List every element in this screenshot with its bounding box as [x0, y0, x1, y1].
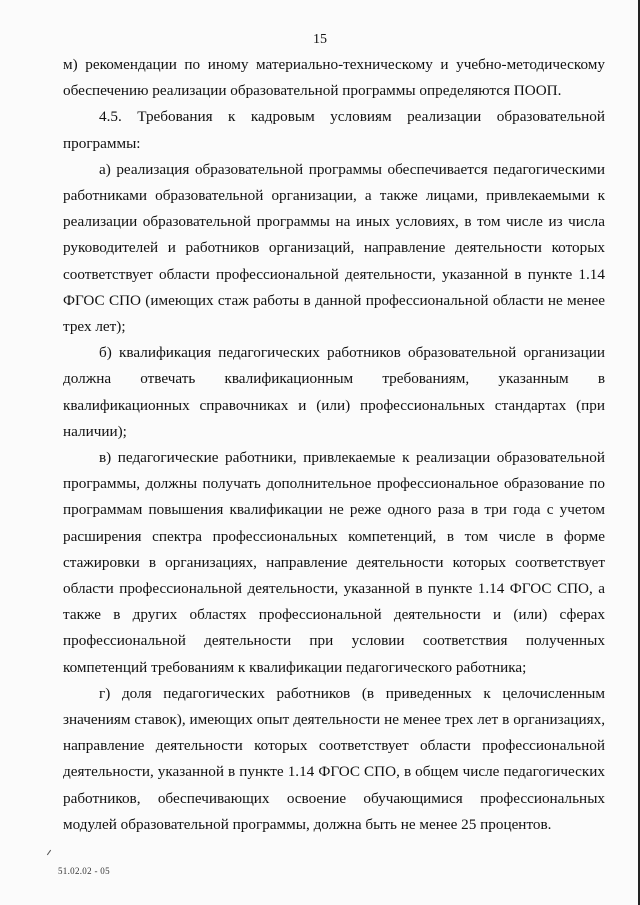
footer-document-code: 51.02.02 - 05 — [58, 866, 110, 876]
paragraph-v: в) педагогические работники, привлекаемые к реализации образовательной программы, должны получать дополнительное профессиональное образование по программам повышения квалификации не реже одного раза в три года с учетом расширения спектра профессиональных компетенций, в том числе в форме стажировки в организациях, направление деятельности которых соответствует области профессиональной деятельности, указанной в пункте 1.14 ФГОС СПО, а также в других областях профессиональной деятельности и (или) сферах профессиональной деятельности при условии соответствия полученных компетенций требованиям к квалификации педагогического работника; — [63, 449, 605, 676]
pen-mark — [47, 850, 51, 855]
document-body — [63, 52, 605, 838]
page-number: 15 — [313, 32, 327, 47]
paragraph-a: а) реализация образовательной программы обеспечивается педагогическими работниками образовательной организации, а также лицами, привлекаемыми к реализации образовательной программы на иных условиях, в том числе из числа руководителей и работников организаций, направление деятельности которых соответствует области профессиональной деятельности, указанной в пункте 1.14 ФГОС СПО (имеющих стаж работы в данной профессиональной области не менее трех лет); — [63, 160, 605, 336]
paragraph-b: б) квалификация педагогических работников образовательной организации должна отвечать квалификационным требованиям, указанным в квалификационных справочниках и (или) профессиональных стандартах (при наличии); — [63, 344, 605, 440]
paragraph-m-recommendations: м) рекомендации по иному материально-техническому и учебно-методическому обеспечению реализации образовательной программы определяются ПООП. — [63, 56, 605, 100]
paragraph-4-5-heading: 4.5. Требования к кадровым условиям реализации образовательной программы: — [63, 108, 605, 152]
paragraph-g: г) доля педагогических работников (в приведенных к целочисленным значениям ставок), имеющих опыт деятельности не менее трех лет в организациях, направление деятельности которых соответствует области профессиональной деятельности, указанной в пункте 1.14 ФГОС СПО, в общем числе педагогических работников, обеспечивающих освоение обучающимися профессиональных модулей образовательной программы, должна быть не менее 25 процентов. — [63, 684, 605, 833]
